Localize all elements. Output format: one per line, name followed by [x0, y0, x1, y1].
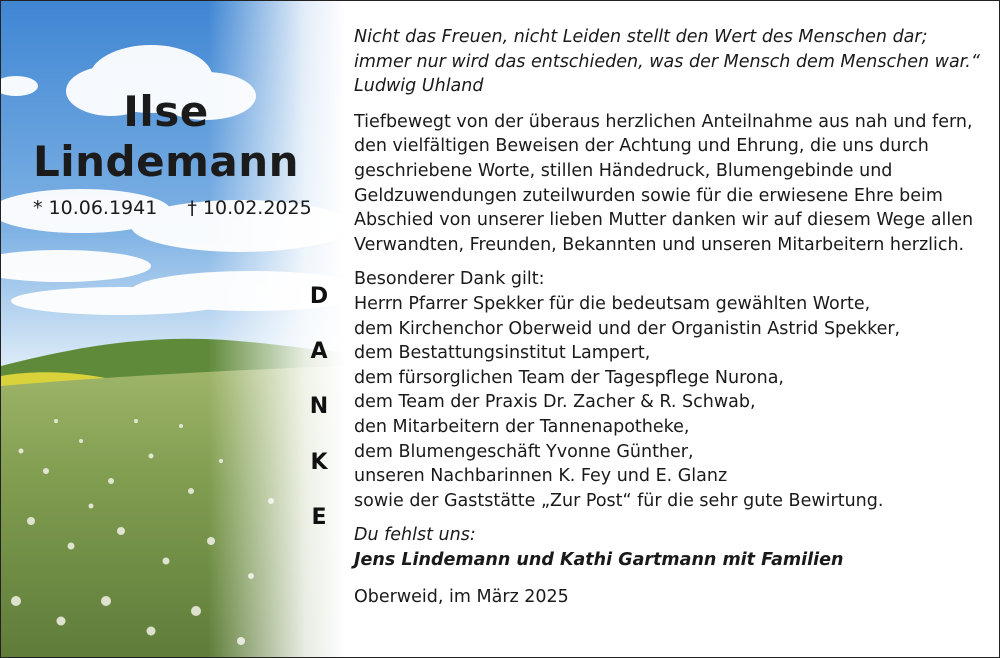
- special-thanks-line: dem Kirchenchor Oberweid und der Organistin Astrid Spekker,: [354, 318, 901, 339]
- thanks-line: Geldzuwendungen zuteilwurden sowie für die erwiesene Ehre beim: [354, 185, 943, 206]
- deceased-last-name: Lindemann: [32, 137, 299, 186]
- special-thanks-line: Herrn Pfarrer Spekker für die bedeutsam gewählten Worte,: [354, 293, 871, 314]
- danke-letter: K: [310, 450, 328, 475]
- life-dates: [33, 197, 312, 219]
- quote-line: immer nur wird das entschieden, was der Mensch dem Menschen war.“: [354, 51, 980, 72]
- deceased-first-name: Ilse: [123, 87, 209, 136]
- quote-line: Nicht das Freuen, nicht Leiden stellt den Wert des Menschen dar;: [354, 27, 928, 47]
- special-thanks-line: den Mitarbeitern der Tannenapotheke,: [354, 416, 690, 437]
- death-date: † 10.02.2025: [187, 197, 312, 219]
- special-thanks-list: [354, 267, 984, 513]
- special-thanks-line: unseren Nachbarinnen K. Fey und E. Glanz: [354, 466, 728, 487]
- special-thanks-heading: Besonderer Dank gilt:: [354, 269, 545, 290]
- thanks-line: Abschied von unserer lieben Mutter danken wir auf diesem Wege allen: [354, 210, 974, 231]
- thanks-line: den vielfältigen Beweisen der Achtung und Ehrung, die uns durch: [354, 136, 929, 157]
- special-thanks-line: dem Blumengeschäft Yvonne Günther,: [354, 441, 694, 462]
- danke-letter: N: [309, 394, 329, 419]
- special-thanks-line: dem fürsorglichen Team der Tagespflege Nurona,: [354, 367, 784, 388]
- place-date: Oberweid, im März 2025: [354, 587, 569, 608]
- missing-you-line: Du fehlst uns:: [354, 525, 476, 546]
- quote-block: [354, 25, 984, 99]
- thanks-line: geschriebene Worte, stillen Händedruck, Blumengebinde und: [354, 160, 893, 181]
- special-thanks-line: dem Team der Praxis Dr. Zacher & R. Schwab,: [354, 392, 756, 413]
- birth-date: * 10.06.1941: [33, 197, 158, 219]
- signers: Jens Lindemann und Kathi Gartmann mit Familien: [354, 549, 844, 570]
- danke-letter: A: [310, 339, 328, 364]
- danke-letter: E: [311, 505, 327, 530]
- thanks-paragraph: [354, 110, 984, 258]
- danke-letter: D: [309, 284, 329, 309]
- thanks-line: Verwandten, Freunden, Bekannten und unseren Mitarbeitern herzlich.: [354, 234, 965, 255]
- quote-author: Ludwig Uhland: [354, 76, 484, 97]
- obituary-text: [354, 25, 984, 610]
- thanks-line: Tiefbewegt von der überaus herzlichen Anteilnahme aus nah und fern,: [354, 111, 973, 132]
- special-thanks-line: dem Bestattungsinstitut Lampert,: [354, 343, 651, 364]
- special-thanks-line: sowie der Gaststätte „Zur Post“ für die sehr gute Bewirtung.: [354, 490, 884, 511]
